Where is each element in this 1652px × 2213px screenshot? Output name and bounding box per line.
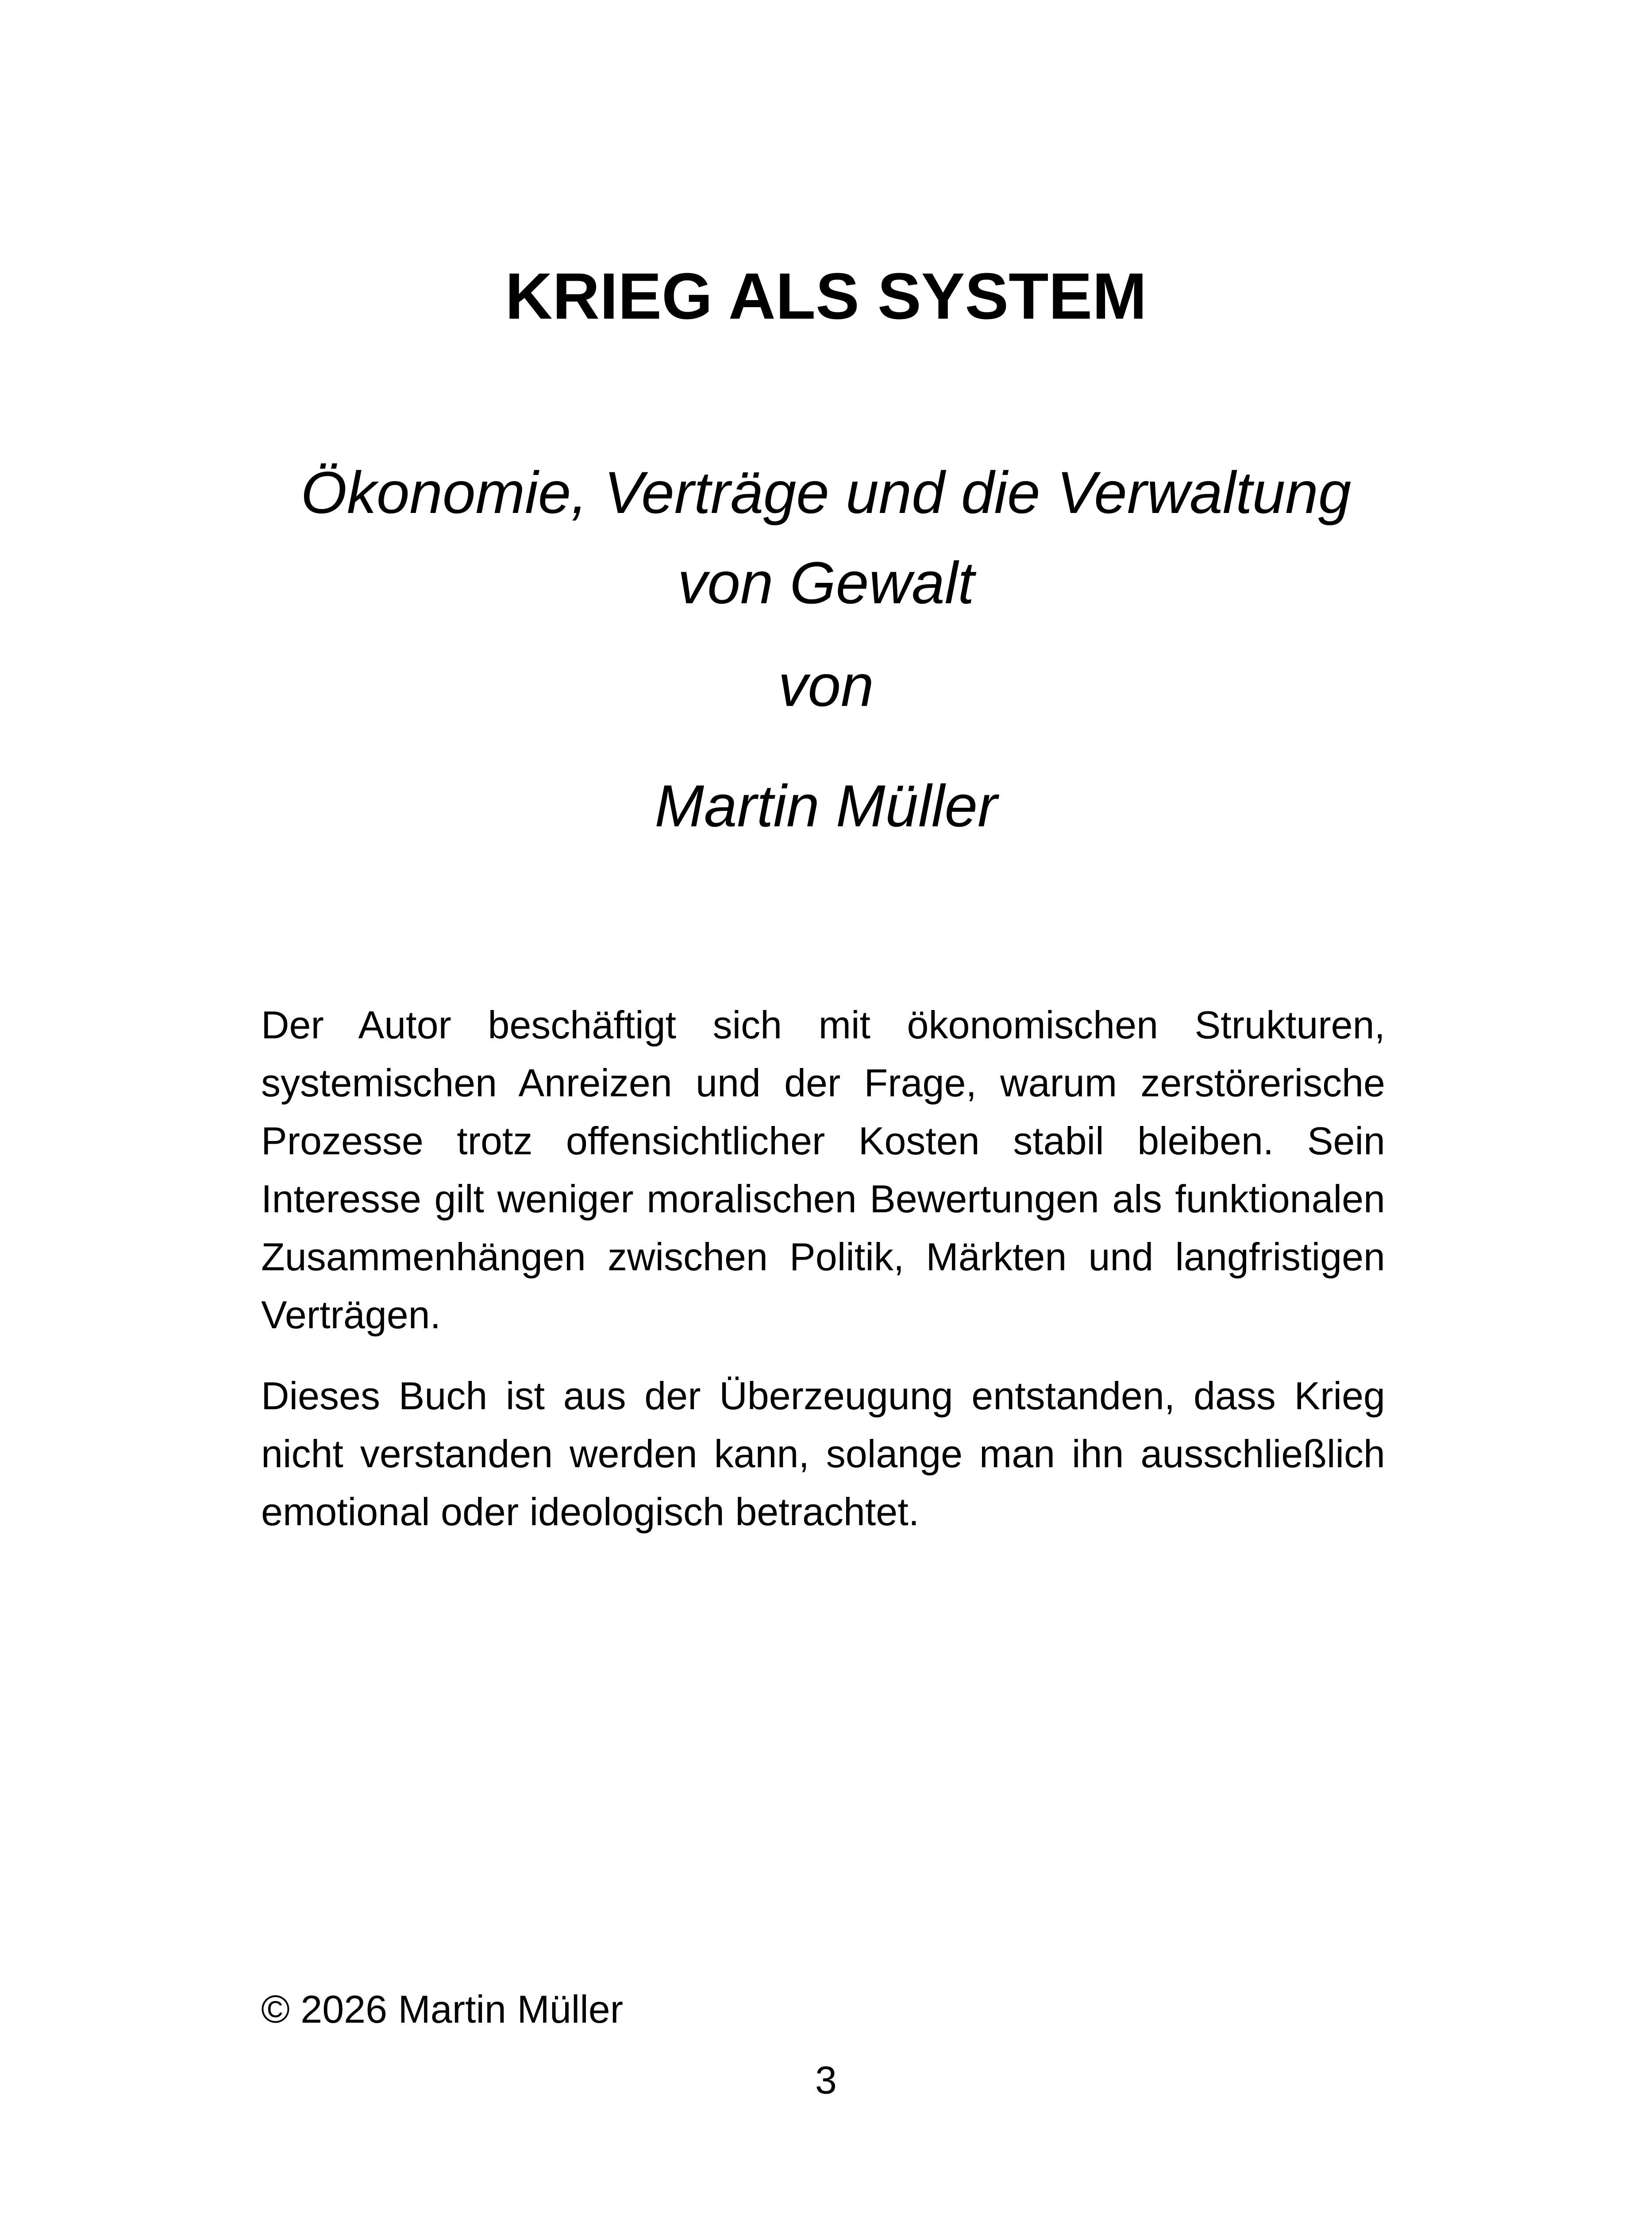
- subtitle-line-1: Ökonomie, Verträge und die Verwaltung: [300, 460, 1352, 526]
- paragraph: Der Autor beschäftigt sich mit ökonomischen Strukturen, systemischen Anreizen und der Frage, warum zerstörerische Prozesse trotz offensichtlicher Kosten stabil bleiben. Sein Interesse gilt weniger moralischen Bewertungen als funktionalen Zusammenhängen zwischen Politik, Märkten und langfristigen Verträgen.: [261, 1003, 1385, 1337]
- copyright-notice: © 2026 Martin Müller: [261, 1987, 624, 2031]
- book-title: KRIEG ALS SYSTEM: [505, 260, 1147, 333]
- page-number: 3: [815, 2058, 837, 2102]
- paragraph: Dieses Buch ist aus der Überzeugung entstanden, dass Krieg nicht verstanden werden kann, solange man ihn ausschließlich emotional oder ideologisch betrachtet.: [261, 1374, 1385, 1534]
- author-description: [261, 996, 1385, 1564]
- book-subtitle: [221, 448, 1431, 628]
- author-name: Martin Müller: [655, 773, 997, 839]
- subtitle-line-2: von Gewalt: [678, 550, 974, 616]
- by-line: von: [778, 653, 874, 719]
